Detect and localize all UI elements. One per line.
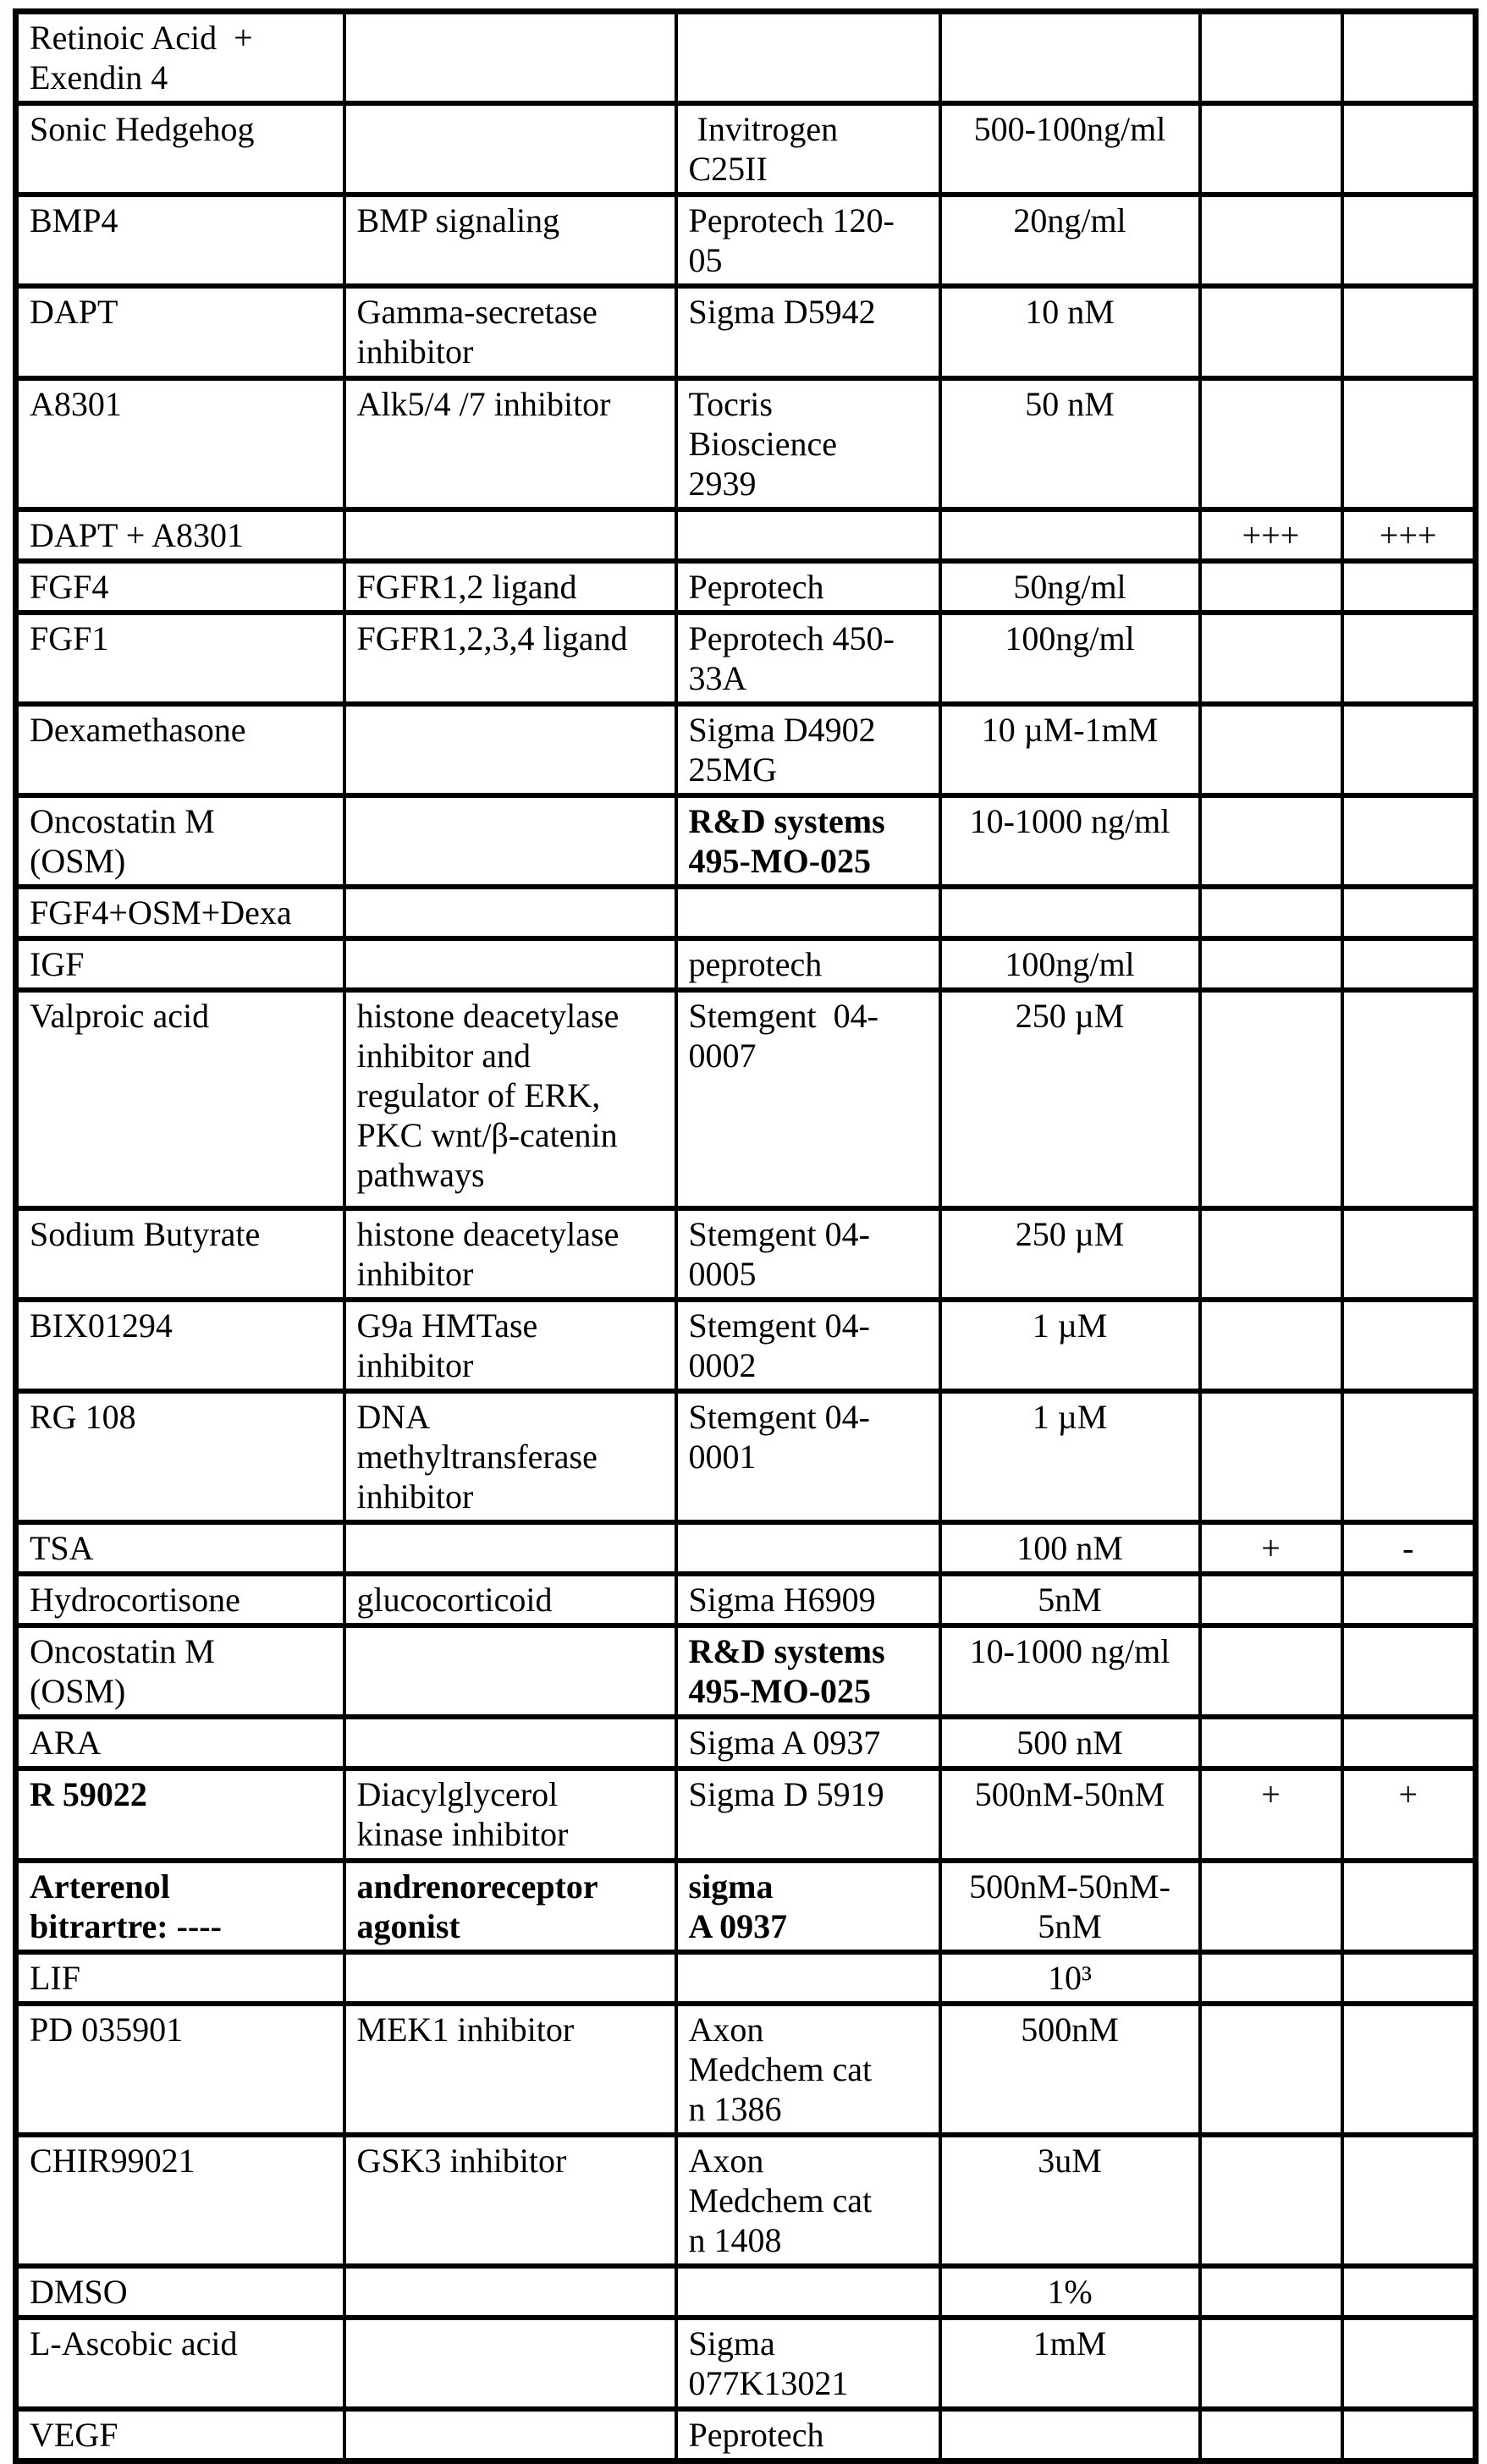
table-cell-source: Tocris Bioscience 2939 — [676, 378, 940, 509]
table-cell-result1 — [1200, 704, 1342, 795]
table-row — [16, 286, 1476, 378]
table-row — [16, 561, 1476, 613]
table-row — [16, 613, 1476, 704]
table-cell-result2 — [1342, 1717, 1476, 1768]
table-cell-function — [344, 2318, 676, 2409]
table-cell-result2 — [1342, 795, 1476, 887]
table-cell-agent: PD 035901 — [16, 2004, 344, 2135]
table-cell-concentration: 1% — [940, 2266, 1200, 2318]
table-cell-function — [344, 1717, 676, 1768]
table-cell-result1 — [1200, 2409, 1342, 2461]
table-row — [16, 2135, 1476, 2266]
table-cell-agent: Oncostatin M (OSM) — [16, 795, 344, 887]
table-cell-source: peprotech — [676, 938, 940, 990]
table-cell-concentration: 10³ — [940, 1952, 1200, 2004]
table-row — [16, 990, 1476, 1208]
table-cell-source: Stemgent 04- 0005 — [676, 1208, 940, 1300]
table-cell-source: Peprotech 120- 05 — [676, 195, 940, 286]
table-row — [16, 1300, 1476, 1391]
table-cell-result1 — [1200, 1861, 1342, 1952]
table-cell-function — [344, 1625, 676, 1717]
table-cell-result2 — [1342, 887, 1476, 938]
table-cell-concentration: 500nM-50nM- 5nM — [940, 1861, 1200, 1952]
table-cell-result2 — [1342, 1861, 1476, 1952]
table-cell-agent: L-Ascobic acid — [16, 2318, 344, 2409]
table-cell-agent: VEGF — [16, 2409, 344, 2461]
table-cell-agent: Dexamethasone — [16, 704, 344, 795]
table-row — [16, 378, 1476, 509]
table-cell-result2 — [1342, 378, 1476, 509]
table-cell-concentration: 500-100ng/ml — [940, 103, 1200, 195]
table-cell-function — [344, 938, 676, 990]
table-cell-result2 — [1342, 1208, 1476, 1300]
table-cell-function: histone deacetylase inhibitor — [344, 1208, 676, 1300]
table-cell-concentration: 100ng/ml — [940, 938, 1200, 990]
table-cell-result1 — [1200, 2135, 1342, 2266]
table-cell-concentration — [940, 509, 1200, 561]
table-cell-agent: FGF4+OSM+Dexa — [16, 887, 344, 938]
table-cell-result2: +++ — [1342, 509, 1476, 561]
table-cell-source: Stemgent 04- 0007 — [676, 990, 940, 1208]
table-cell-result2 — [1342, 561, 1476, 613]
table-cell-agent: A8301 — [16, 378, 344, 509]
table-cell-source: Stemgent 04- 0002 — [676, 1300, 940, 1391]
table-cell-result1 — [1200, 103, 1342, 195]
table-row — [16, 1522, 1476, 1574]
table-cell-function: FGFR1,2,3,4 ligand — [344, 613, 676, 704]
table-row — [16, 938, 1476, 990]
table-row — [16, 887, 1476, 938]
table-row — [16, 1391, 1476, 1522]
table-cell-source: Peprotech 450- 33A — [676, 613, 940, 704]
table-cell-source: Peprotech — [676, 561, 940, 613]
table-cell-agent: BIX01294 — [16, 1300, 344, 1391]
table-cell-concentration: 50ng/ml — [940, 561, 1200, 613]
table-cell-agent: Retinoic Acid + Exendin 4 — [16, 12, 344, 104]
table-cell-result1 — [1200, 2318, 1342, 2409]
table-cell-result2: + — [1342, 1768, 1476, 1861]
table-cell-source — [676, 2266, 940, 2318]
table-cell-function: Gamma-secretase inhibitor — [344, 286, 676, 378]
table-cell-result1 — [1200, 195, 1342, 286]
table-cell-result2 — [1342, 613, 1476, 704]
table-cell-source: Sigma D 5919 — [676, 1768, 940, 1861]
table-cell-result2 — [1342, 1574, 1476, 1625]
table-cell-concentration: 250 µM — [940, 1208, 1200, 1300]
table-cell-source: sigma A 0937 — [676, 1861, 940, 1952]
table-cell-source: R&D systems 495-MO-025 — [676, 795, 940, 887]
table-cell-source: Sigma H6909 — [676, 1574, 940, 1625]
table-cell-result2 — [1342, 286, 1476, 378]
table-cell-concentration: 20ng/ml — [940, 195, 1200, 286]
table-row — [16, 2318, 1476, 2409]
table-cell-concentration: 500nM — [940, 2004, 1200, 2135]
table-cell-function: glucocorticoid — [344, 1574, 676, 1625]
table-cell-result1 — [1200, 12, 1342, 104]
table-cell-source: R&D systems 495-MO-025 — [676, 1625, 940, 1717]
table-cell-result1 — [1200, 561, 1342, 613]
table-row — [16, 1717, 1476, 1768]
table-cell-source: Stemgent 04- 0001 — [676, 1391, 940, 1522]
table-row — [16, 2409, 1476, 2461]
table-cell-result1 — [1200, 378, 1342, 509]
table-row — [16, 509, 1476, 561]
table-row — [16, 1768, 1476, 1861]
reagents-table — [13, 8, 1479, 2464]
table-cell-concentration — [940, 887, 1200, 938]
table-cell-result1 — [1200, 938, 1342, 990]
table-cell-function: GSK3 inhibitor — [344, 2135, 676, 2266]
table-cell-concentration: 100 nM — [940, 1522, 1200, 1574]
table-cell-function: FGFR1,2 ligand — [344, 561, 676, 613]
table-cell-result2 — [1342, 2318, 1476, 2409]
table-cell-function: andrenoreceptor agonist — [344, 1861, 676, 1952]
table-cell-agent: DAPT + A8301 — [16, 509, 344, 561]
table-cell-concentration: 1 µM — [940, 1391, 1200, 1522]
table-cell-result1 — [1200, 1625, 1342, 1717]
table-cell-source: Axon Medchem cat n 1408 — [676, 2135, 940, 2266]
table-cell-function — [344, 1522, 676, 1574]
table-cell-result2 — [1342, 12, 1476, 104]
table-cell-source: Sigma 077K13021 — [676, 2318, 940, 2409]
table-cell-result1 — [1200, 613, 1342, 704]
table-cell-function: Diacylglycerol kinase inhibitor — [344, 1768, 676, 1861]
table-cell-source — [676, 509, 940, 561]
table-cell-result1 — [1200, 1717, 1342, 1768]
table-cell-result2 — [1342, 1391, 1476, 1522]
table-cell-agent: Oncostatin M (OSM) — [16, 1625, 344, 1717]
table-cell-agent: TSA — [16, 1522, 344, 1574]
table-cell-agent: R 59022 — [16, 1768, 344, 1861]
table-cell-concentration: 10 nM — [940, 286, 1200, 378]
table-row — [16, 2004, 1476, 2135]
table-cell-concentration: 250 µM — [940, 990, 1200, 1208]
table-cell-source — [676, 1522, 940, 1574]
table-cell-source: Peprotech — [676, 2409, 940, 2461]
table-cell-result1: + — [1200, 1522, 1342, 1574]
table-cell-source: Invitrogen C25II — [676, 103, 940, 195]
table-cell-result2 — [1342, 103, 1476, 195]
table-cell-function — [344, 12, 676, 104]
table-cell-result1 — [1200, 2266, 1342, 2318]
table-cell-concentration: 10-1000 ng/ml — [940, 795, 1200, 887]
table-cell-agent: ARA — [16, 1717, 344, 1768]
table-cell-agent: BMP4 — [16, 195, 344, 286]
table-cell-agent: FGF4 — [16, 561, 344, 613]
table-cell-function — [344, 2266, 676, 2318]
table-cell-concentration: 1 µM — [940, 1300, 1200, 1391]
table-cell-source: Sigma D4902 25MG — [676, 704, 940, 795]
table-cell-agent: FGF1 — [16, 613, 344, 704]
table-row — [16, 704, 1476, 795]
table-body — [16, 12, 1476, 2461]
table-cell-function — [344, 795, 676, 887]
table-cell-result1 — [1200, 795, 1342, 887]
table-cell-concentration: 3uM — [940, 2135, 1200, 2266]
table-cell-result1: + — [1200, 1768, 1342, 1861]
table-cell-function: BMP signaling — [344, 195, 676, 286]
table-cell-agent: IGF — [16, 938, 344, 990]
table-cell-function — [344, 509, 676, 561]
table-cell-result1: +++ — [1200, 509, 1342, 561]
table-row — [16, 1208, 1476, 1300]
table-cell-result2 — [1342, 2266, 1476, 2318]
table-cell-function: G9a HMTase inhibitor — [344, 1300, 676, 1391]
table-row — [16, 2266, 1476, 2318]
table-cell-function: histone deacetylase inhibitor and regulator of ERK, PKC wnt/β-catenin pathways — [344, 990, 676, 1208]
table-cell-result1 — [1200, 990, 1342, 1208]
table-cell-result2 — [1342, 1625, 1476, 1717]
table-cell-result1 — [1200, 1300, 1342, 1391]
table-cell-function — [344, 887, 676, 938]
table-cell-result2 — [1342, 2409, 1476, 2461]
table-cell-function — [344, 2409, 676, 2461]
table-cell-concentration: 5nM — [940, 1574, 1200, 1625]
table-row — [16, 12, 1476, 104]
table-cell-concentration — [940, 12, 1200, 104]
table-cell-result2 — [1342, 2135, 1476, 2266]
table-cell-result1 — [1200, 1574, 1342, 1625]
table-cell-function: DNA methyltransferase inhibitor — [344, 1391, 676, 1522]
table-cell-agent: RG 108 — [16, 1391, 344, 1522]
table-row — [16, 195, 1476, 286]
table-cell-result1 — [1200, 1391, 1342, 1522]
table-cell-result1 — [1200, 1208, 1342, 1300]
table-cell-result1 — [1200, 2004, 1342, 2135]
table-cell-result2 — [1342, 195, 1476, 286]
table-cell-agent: Sonic Hedgehog — [16, 103, 344, 195]
table-cell-agent: Sodium Butyrate — [16, 1208, 344, 1300]
table-row — [16, 1574, 1476, 1625]
table-cell-source: Sigma A 0937 — [676, 1717, 940, 1768]
table-cell-agent: DMSO — [16, 2266, 344, 2318]
table-cell-function: MEK1 inhibitor — [344, 2004, 676, 2135]
table-cell-result2 — [1342, 2004, 1476, 2135]
table-cell-concentration: 500 nM — [940, 1717, 1200, 1768]
table-cell-result1 — [1200, 887, 1342, 938]
table-cell-result2 — [1342, 704, 1476, 795]
table-cell-agent: DAPT — [16, 286, 344, 378]
table-cell-source: Axon Medchem cat n 1386 — [676, 2004, 940, 2135]
table-cell-result2 — [1342, 1952, 1476, 2004]
table-cell-concentration: 500nM-50nM — [940, 1768, 1200, 1861]
table-row — [16, 103, 1476, 195]
table-row — [16, 1861, 1476, 1952]
table-cell-result2 — [1342, 938, 1476, 990]
table-cell-concentration: 10 µM-1mM — [940, 704, 1200, 795]
table-cell-agent: LIF — [16, 1952, 344, 2004]
table-cell-agent: Arterenol bitrartre: ---- — [16, 1861, 344, 1952]
table-cell-agent: CHIR99021 — [16, 2135, 344, 2266]
table-cell-function — [344, 1952, 676, 2004]
table-cell-source — [676, 12, 940, 104]
table-cell-source — [676, 1952, 940, 2004]
table-cell-result1 — [1200, 1952, 1342, 2004]
table-cell-concentration: 100ng/ml — [940, 613, 1200, 704]
table-row — [16, 1952, 1476, 2004]
table-cell-function: Alk5/4 /7 inhibitor — [344, 378, 676, 509]
table-cell-result2 — [1342, 1300, 1476, 1391]
table-cell-concentration: 10-1000 ng/ml — [940, 1625, 1200, 1717]
table-cell-result2: - — [1342, 1522, 1476, 1574]
table-cell-source: Sigma D5942 — [676, 286, 940, 378]
table-cell-result1 — [1200, 286, 1342, 378]
table-cell-concentration — [940, 2409, 1200, 2461]
table-cell-result2 — [1342, 990, 1476, 1208]
table-cell-source — [676, 887, 940, 938]
table-cell-agent: Valproic acid — [16, 990, 344, 1208]
table-row — [16, 1625, 1476, 1717]
table-cell-agent: Hydrocortisone — [16, 1574, 344, 1625]
table-row — [16, 795, 1476, 887]
table-cell-function — [344, 103, 676, 195]
table-cell-concentration: 50 nM — [940, 378, 1200, 509]
table-cell-concentration: 1mM — [940, 2318, 1200, 2409]
table-cell-function — [344, 704, 676, 795]
